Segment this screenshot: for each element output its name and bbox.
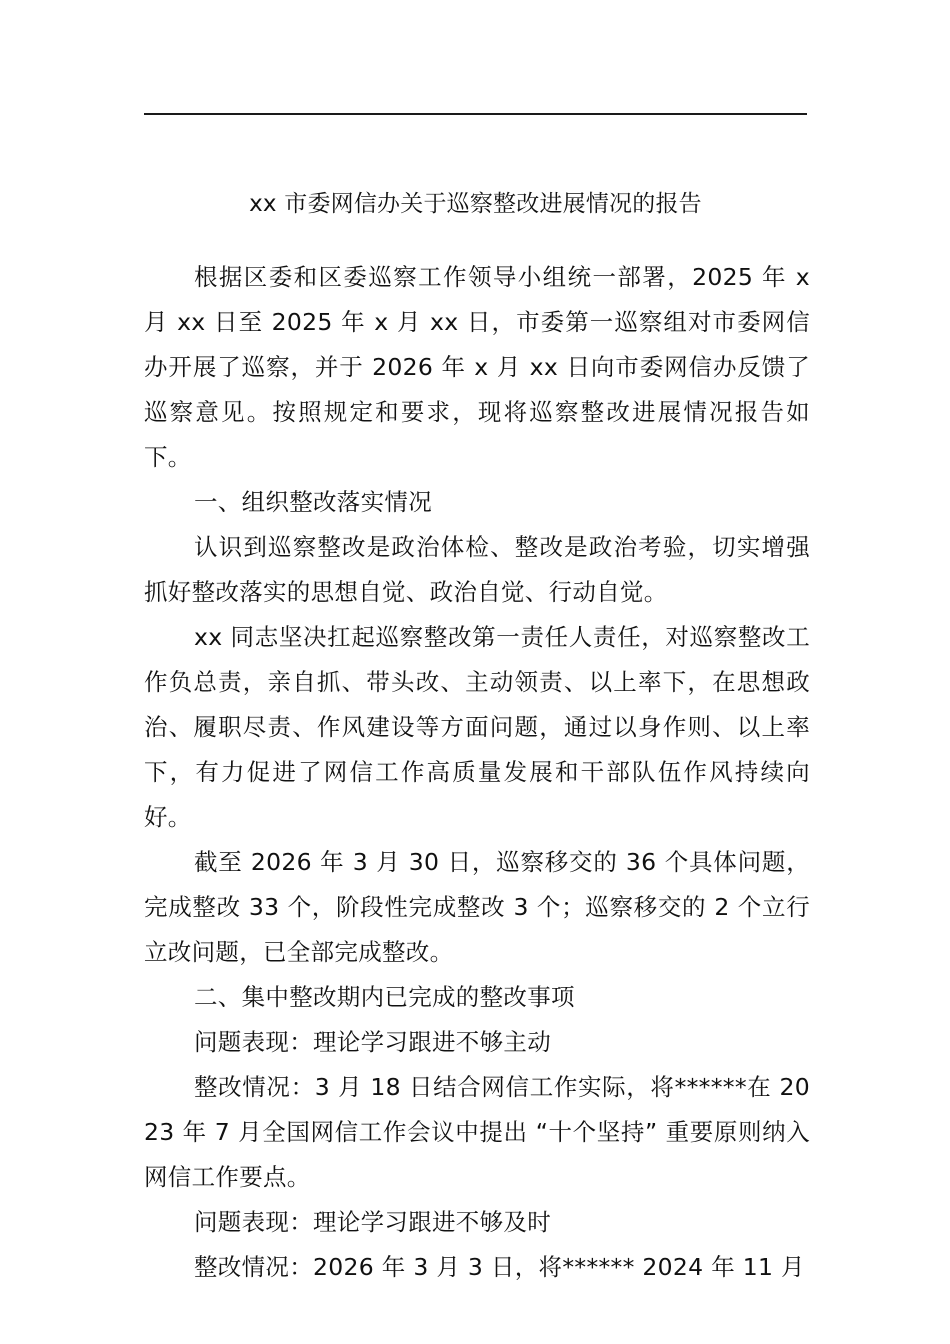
- rectification-status-2: 整改情况：2026 年 3 月 3 日，将****** 2024 年 11 月: [194, 1253, 805, 1281]
- document-title: xx 市委网信办关于巡察整改进展情况的报告: [249, 191, 702, 217]
- rectification-status-1: 整改情况：3 月 18 日结合网信工作实际，将******在 2023 年 7 月全国网信工作会议中提出 “十个坚持” 重要原则纳入网信工作要点。: [144, 1073, 810, 1191]
- paragraph-intro: 根据区委和区委巡察工作领导小组统一部署，2025 年 x 月 xx 日至 2025 年 x 月 xx 日，市委第一巡察组对市委网信办开展了巡察，并于 2026 年 x 月 xx 日向市委网信办反馈了巡察意见。按照规定和要求，现将巡察整改进展情况报告如下。: [144, 263, 810, 471]
- header-rule: [144, 113, 807, 115]
- section-heading-1: 一、组织整改落实情况: [194, 488, 432, 516]
- document-body: [144, 255, 810, 1290]
- problem-statement-1: 问题表现：理论学习跟进不够主动: [194, 1028, 551, 1056]
- paragraph-responsibility: xx 同志坚决扛起巡察整改第一责任人责任，对巡察整改工作负总责，亲自抓、带头改、主动领责、以上率下，在思想政治、履职尽责、作风建设等方面问题，通过以身作则、以上率下，有力促进了网信工作高质量发展和干部队伍作风持续向好。: [144, 623, 810, 831]
- section-heading-2: 二、集中整改期内已完成的整改事项: [194, 983, 575, 1011]
- paragraph-awareness: 认识到巡察整改是政治体检、整改是政治考验，切实增强抓好整改落实的思想自觉、政治自觉、行动自觉。: [144, 533, 810, 606]
- paragraph-progress: 截至 2026 年 3 月 30 日，巡察移交的 36 个具体问题，完成整改 33 个，阶段性完成整改 3 个；巡察移交的 2 个立行立改问题，已全部完成整改。: [144, 848, 810, 966]
- problem-statement-2: 问题表现：理论学习跟进不够及时: [194, 1208, 551, 1236]
